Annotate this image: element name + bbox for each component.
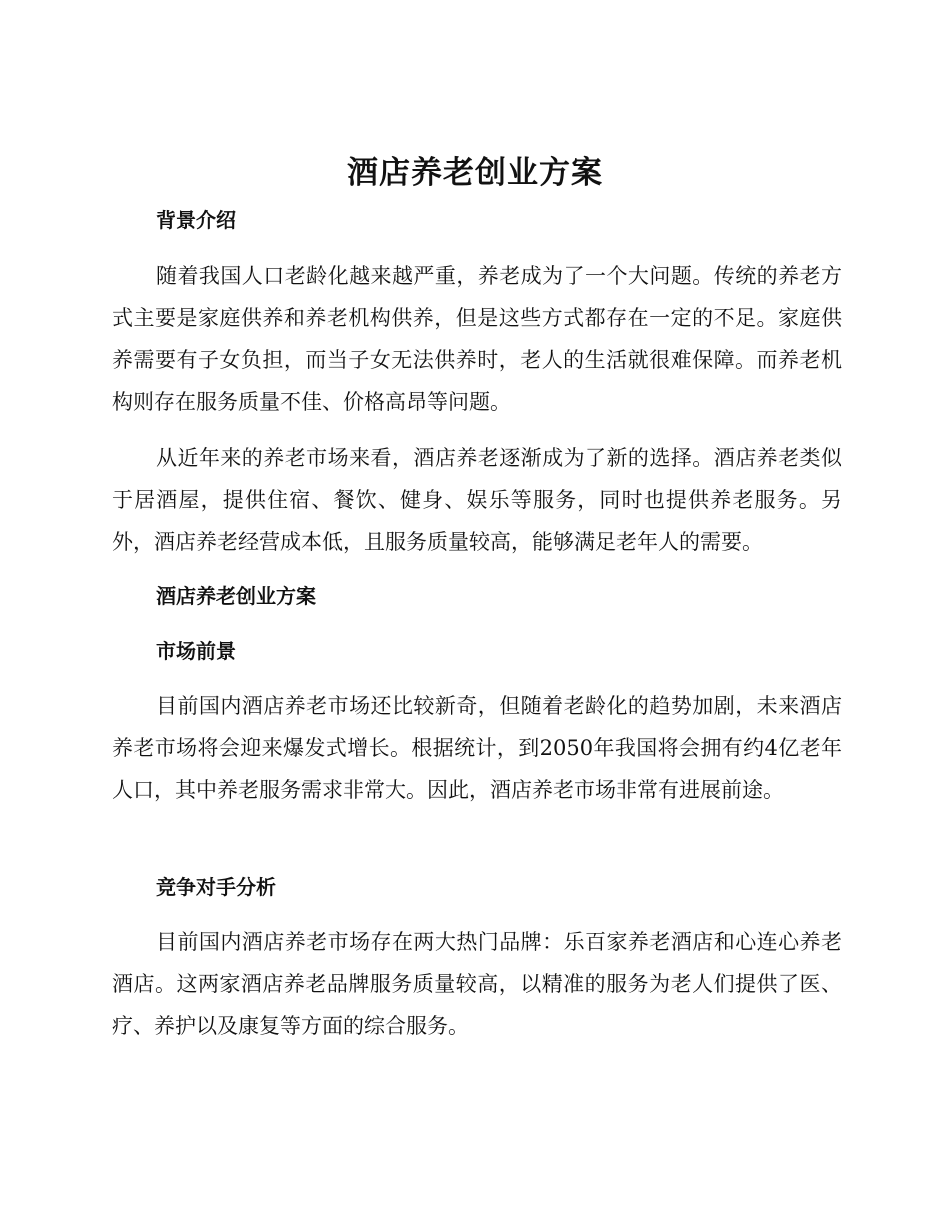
document-title: 酒店养老创业方案	[347, 155, 603, 191]
paragraph-background-2: 从近年来的养老市场来看，酒店养老逐渐成为了新的选择。酒店养老类似于居酒屋，提供住宿、餐饮、健身、娱乐等服务，同时也提供养老服务。另外，酒店养老经营成本低，且服务质量较高，能够满足老年人的需要。	[112, 446, 842, 554]
section-heading-plan: 酒店养老创业方案	[156, 584, 316, 608]
paragraph-competitor-analysis: 目前国内酒店养老市场存在两大热门品牌：乐百家养老酒店和心连心养老酒店。这两家酒店养老品牌服务质量较高，以精准的服务为老人们提供了医、疗、养护以及康复等方面的综合服务。	[112, 930, 842, 1038]
section-heading-competitor-analysis: 竞争对手分析	[156, 875, 276, 899]
section-heading-market-outlook: 市场前景	[156, 639, 236, 663]
paragraph-background-1: 随着我国人口老龄化越来越严重，养老成为了一个大问题。传统的养老方式主要是家庭供养和养老机构供养，但是这些方式都存在一定的不足。家庭供养需要有子女负担，而当子女无法供养时，老人的生活就很难保障。而养老机构则存在服务质量不佳、价格高昂等问题。	[112, 264, 842, 414]
paragraph-market-outlook: 目前国内酒店养老市场还比较新奇，但随着老龄化的趋势加剧，未来酒店养老市场将会迎来爆发式增长。根据统计，到2050年我国将会拥有约4亿老年人口，其中养老服务需求非常大。因此，酒店养老市场非常有进展前途。	[112, 694, 842, 802]
section-heading-background: 背景介绍	[156, 208, 236, 232]
